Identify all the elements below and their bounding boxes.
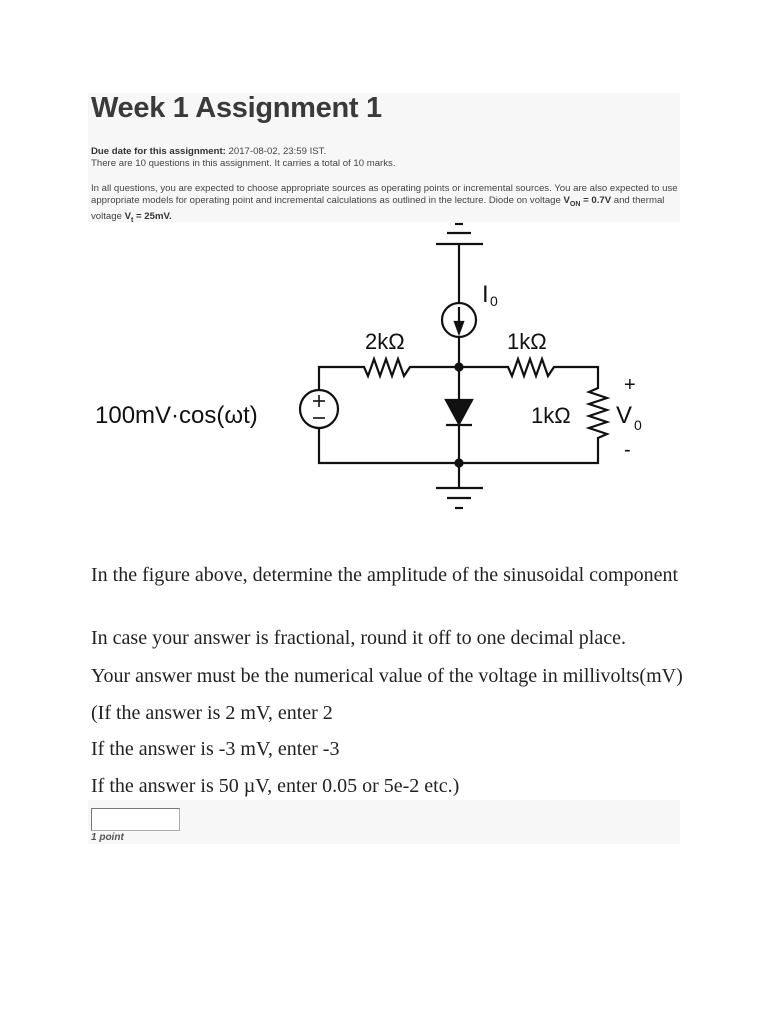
vt-label: V bbox=[124, 210, 132, 222]
question-text-line: (If the answer is 2 mV, enter 2 bbox=[91, 702, 333, 724]
due-date-label: Due date for this assignment: bbox=[91, 146, 226, 157]
ground-top-icon bbox=[436, 224, 483, 244]
source-label: 100mV·cos(ωt) bbox=[95, 402, 258, 429]
vt-sub: t bbox=[131, 216, 134, 224]
vout-minus: - bbox=[624, 439, 631, 461]
assignment-summary: There are 10 questions in this assignment. It carries a total of 10 marks. bbox=[91, 158, 396, 169]
question-text-line: If the answer is 50 µV, enter 0.05 or 5e-2 etc.) bbox=[91, 775, 460, 797]
node-dot bbox=[456, 364, 463, 371]
resistor-1k-load-label: 1kΩ bbox=[531, 403, 571, 428]
vout-sub: 0 bbox=[634, 417, 642, 433]
vt-value: = 25mV. bbox=[133, 210, 172, 222]
due-date-value: 2017-08-02, 23:59 IST. bbox=[225, 146, 327, 157]
von-label: V bbox=[563, 195, 570, 206]
resistor-1k-series-label: 1kΩ bbox=[507, 329, 547, 354]
instructions-text-2: and thermal voltage bbox=[91, 195, 665, 222]
current-sub: 0 bbox=[490, 293, 498, 309]
question-text-line: If the answer is -3 mV, enter -3 bbox=[91, 738, 340, 760]
question-text-line: In case your answer is fractional, round it off to one decimal place. bbox=[91, 627, 626, 649]
diode-icon bbox=[446, 400, 472, 425]
instructions-text: In all questions, you are expected to choose appropriate sources as operating points or incremental sources. You are also expected to use appropriate models for operating point and incremental calculations as outlined in the lecture. Diode on voltage bbox=[91, 183, 678, 206]
resistor-2k-label: 2kΩ bbox=[365, 329, 405, 354]
von-value: = 0.7V bbox=[580, 195, 612, 206]
vout-label: V bbox=[616, 402, 633, 429]
vout-plus: + bbox=[624, 374, 636, 396]
current-source-icon bbox=[442, 303, 476, 337]
current-label: I bbox=[482, 281, 489, 308]
voltage-source-icon bbox=[300, 390, 338, 428]
page-title: Week 1 Assignment 1 bbox=[91, 92, 382, 124]
von-sub: ON bbox=[569, 200, 581, 208]
points-label: 1 point bbox=[91, 832, 124, 843]
answer-input[interactable] bbox=[91, 808, 180, 831]
question-text-line: In the figure above, determine the amplitude of the sinusoidal component bbox=[91, 564, 679, 586]
ground-bottom-icon bbox=[436, 488, 483, 508]
question-text-line: Your answer must be the numerical value of the voltage in millivolts(mV) bbox=[91, 665, 683, 687]
